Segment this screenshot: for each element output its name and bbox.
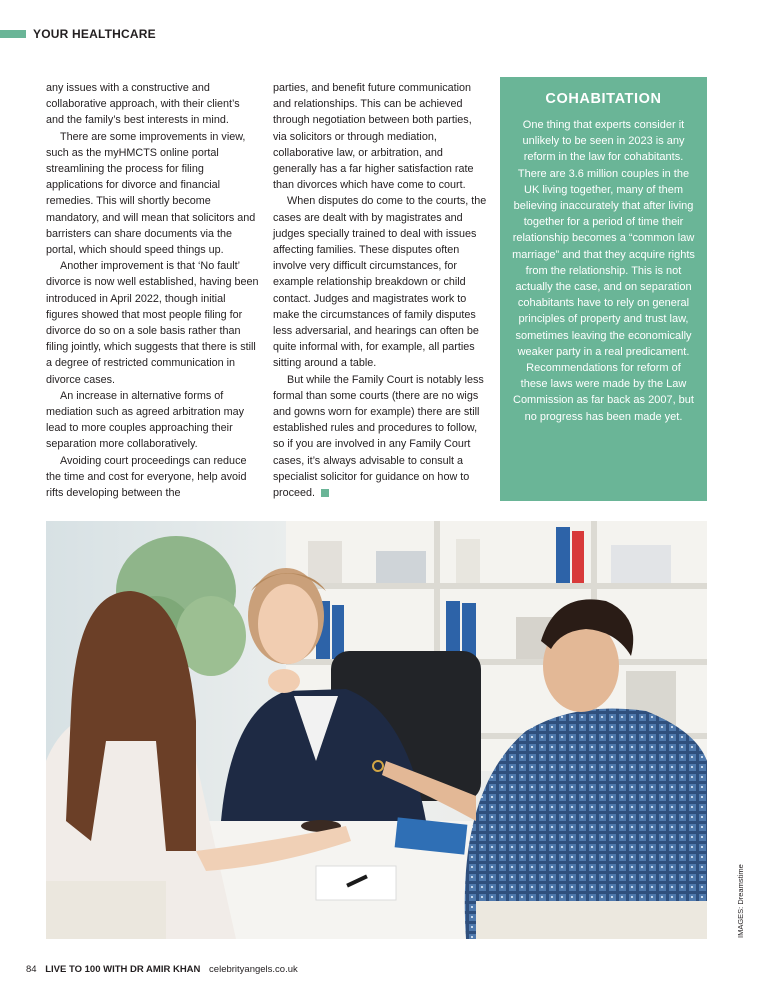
article-column-2: [273, 80, 487, 501]
section-label: YOUR HEALTHCARE: [33, 27, 156, 41]
client-chair-left: [46, 881, 166, 939]
article-column-1: [46, 80, 260, 501]
photo-illustration: [46, 521, 707, 939]
sidebar-title: COHABITATION: [545, 91, 662, 107]
end-of-article-mark: [321, 489, 329, 497]
consultation-photo: [46, 521, 707, 939]
paragraph: When disputes do come to the courts, the cases are dealt with by magistrates and judges specially trained to deal with issues affecting families. These disputes often involve very difficult circumstances, for example relationship breakdown or child contact. Judges and magistrates work to make the circumstances of family disputes less adversarial, and hearings can often be quite informal with, for example, all parties sitting around a table.: [273, 195, 487, 370]
paragraph: An increase in alternative forms of mediation such as agreed arbitration may lead to more couples approaching their separation more collaboratively.: [46, 389, 245, 451]
paragraph: any issues with a constructive and collaborative approach, with their client’s and the family’s best interests in mind.: [46, 82, 240, 127]
section-accent-bar: [0, 30, 26, 38]
client-chair-right: [476, 901, 707, 939]
page-footer: [26, 964, 298, 975]
page-number: 84: [26, 964, 37, 975]
publication-title: LIVE TO 100 WITH DR AMIR KHAN: [45, 964, 201, 975]
website: celebrityangels.co.uk: [209, 964, 298, 975]
paragraph: parties, and benefit future communication and relationships. This can be achieved through negotiation between both parties, via solicitors or through mediation, collaborative law, or arbitration, and generally has a far higher satisfaction rate than divorces which have come to court.: [273, 82, 474, 192]
sidebar-body: One thing that experts consider it unlikely to be seen in 2023 is any reform in the law for cohabitants. There are 3.6 million couples in the UK living together, many of them believing inaccurately that after living together for a period of time their relationship becomes a “common law marriage” and that they acquire rights from the relationship. This is not actually the case, and on separation cohabitants have to rely on general principles of property and trust law, sometimes leaving the economically weaker party in a real predicament. Recommendations for reform of these laws were made by the Law Commission as far back as 2007, but no progress has been made yet.: [512, 119, 695, 423]
photo-credit: IMAGES: Dreamstime: [736, 864, 745, 938]
paragraph: [273, 372, 487, 502]
cohabitation-sidebar: [500, 77, 707, 501]
paragraph-text: But while the Family Court is notably less formal than some courts (there are no wigs and gowns worn for example) there are still established rules and procedures to follow, so if you are involved in any Family Court cases, it’s always advisable to consult a specialist solicitor for guidance on how to proceed.: [273, 373, 484, 500]
paragraph: There are some improvements in view, such as the myHMCTS online portal streamlining the process for filing applications for divorce and financial remedies. This will shortly become mandatory, and will mean that solicitors and barristers can share documents via the portal, which should speed things up.: [46, 130, 256, 257]
paragraph: Another improvement is that ‘No fault’ divorce is now well established, having been introduced in April 2022, though initial figures showed that most people filing for divorce do so on a sole basis rather than filing jointly, which suggests that there is still a degree of restricted communication in divorce cases.: [46, 260, 259, 386]
paragraph: Avoiding court proceedings can reduce the time and cost for everyone, help avoid rifts developing between the: [46, 454, 247, 500]
